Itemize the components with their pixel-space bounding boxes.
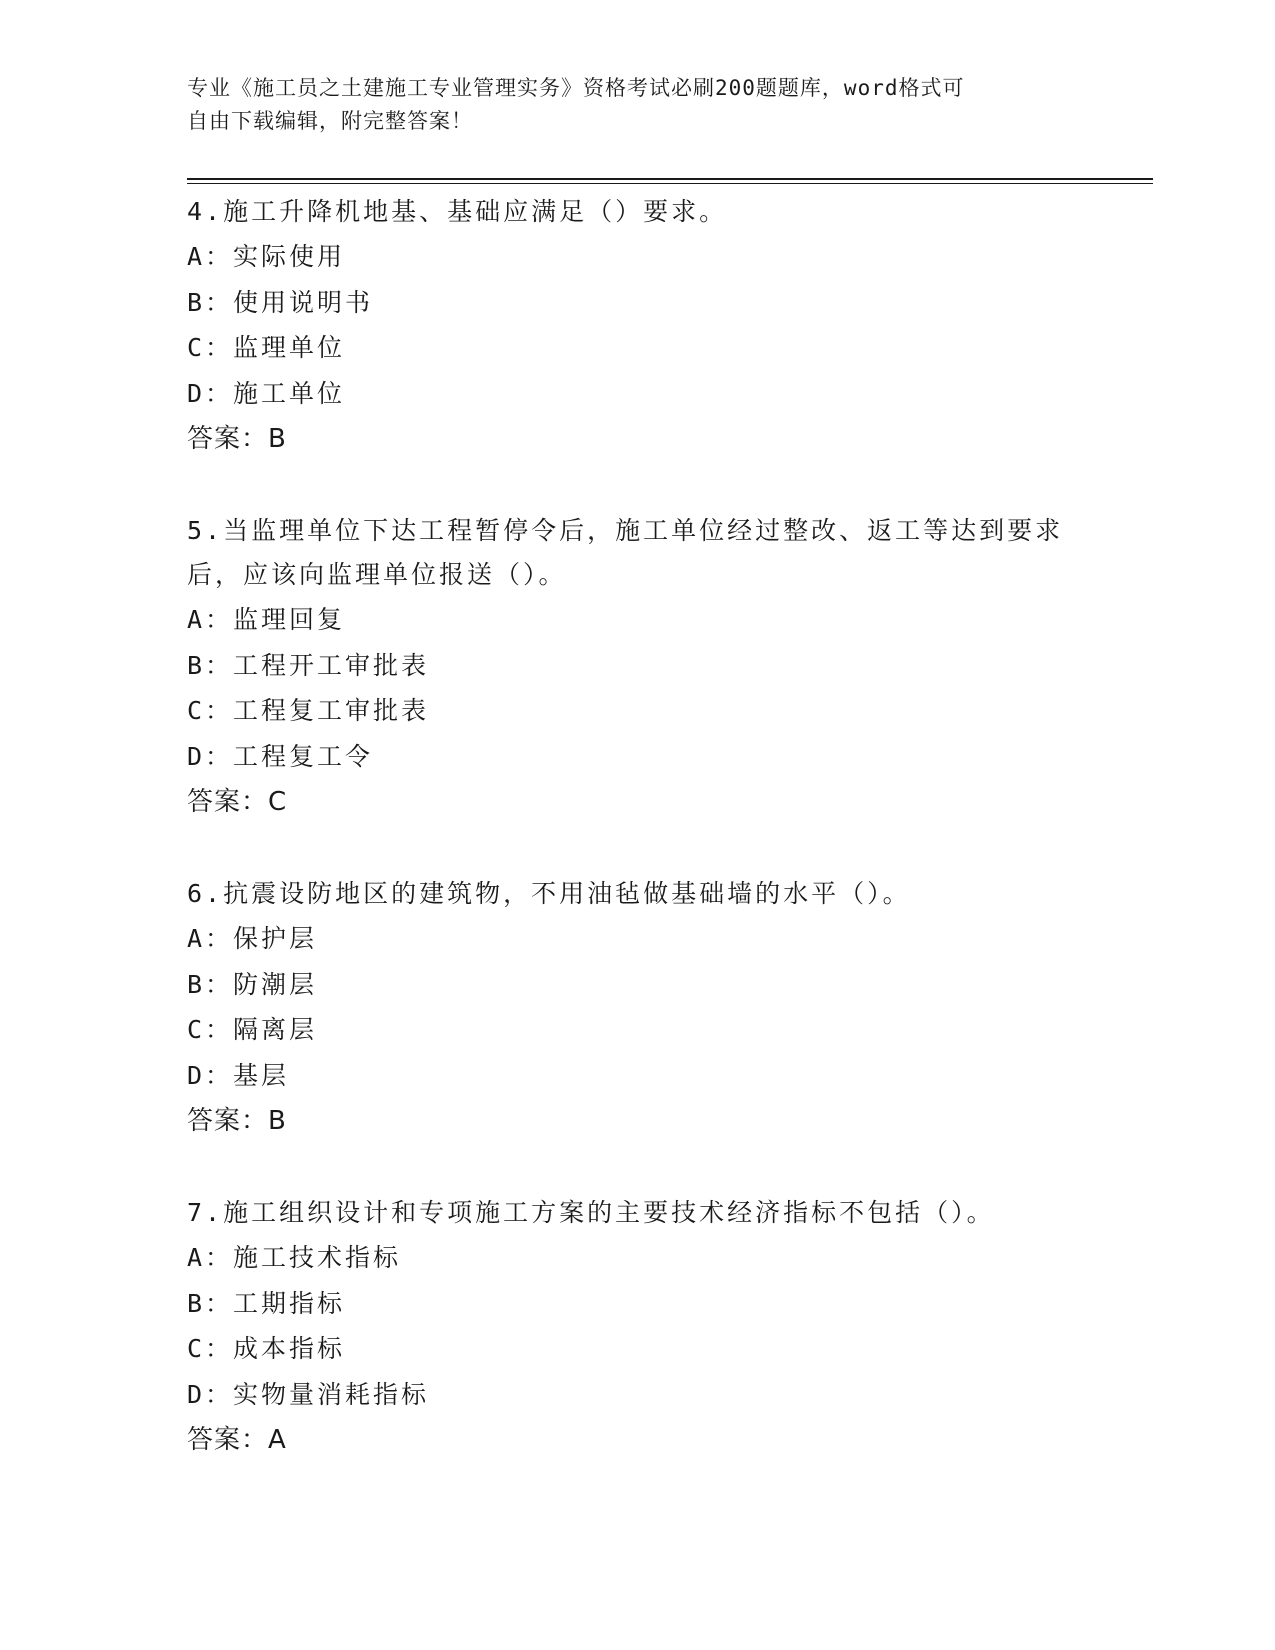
option-a: A：施工技术指标 [187,1243,402,1272]
option-a: A：实际使用 [187,242,346,271]
option-d: D：施工单位 [187,378,346,408]
header-line-2: 自由下载编辑，附完整答案！ [187,109,473,133]
question-7 [187,1191,1087,1463]
option-d: D：工程复工令 [187,741,374,771]
question-text: 4.施工升降机地基、基础应满足（）要求。 [187,197,728,226]
option-b: B：工期指标 [187,1288,346,1318]
option-a: A：监理回复 [187,605,346,634]
question-text: 6.抗震设防地区的建筑物，不用油毡做基础墙的水平（）。 [187,879,911,908]
option-a: A：保护层 [187,924,318,953]
answer: 答案：B [187,424,287,454]
option-c: C：成本指标 [187,1334,346,1363]
answer: 答案：A [187,1425,287,1455]
option-d: D：基层 [187,1060,290,1090]
option-c: C：监理单位 [187,333,346,362]
question-text: 5.当监理单位下达工程暂停令后，施工单位经过整改、返工等达到要求后，应该向监理单位报送（）。 [187,516,1064,589]
question-text: 7.施工组织设计和专项施工方案的主要技术经济指标不包括（）。 [187,1198,995,1227]
option-c: C：隔离层 [187,1015,318,1044]
option-d: D：实物量消耗指标 [187,1379,430,1409]
question-4 [187,190,1087,462]
option-b: B：防潮层 [187,969,318,999]
header-divider-thin [187,183,1153,184]
option-b: B：工程开工审批表 [187,650,430,680]
question-5 [187,509,1087,825]
question-list [187,190,1087,1510]
header-divider-thick [187,178,1153,180]
answer: 答案：C [187,787,288,817]
answer: 答案：B [187,1106,287,1136]
option-c: C：工程复工审批表 [187,696,430,725]
option-b: B：使用说明书 [187,287,374,317]
document-header [187,72,1067,138]
question-6 [187,872,1087,1144]
header-line-1: 专业《施工员之土建施工专业管理实务》资格考试必刷200题题库，word格式可 [187,76,965,100]
